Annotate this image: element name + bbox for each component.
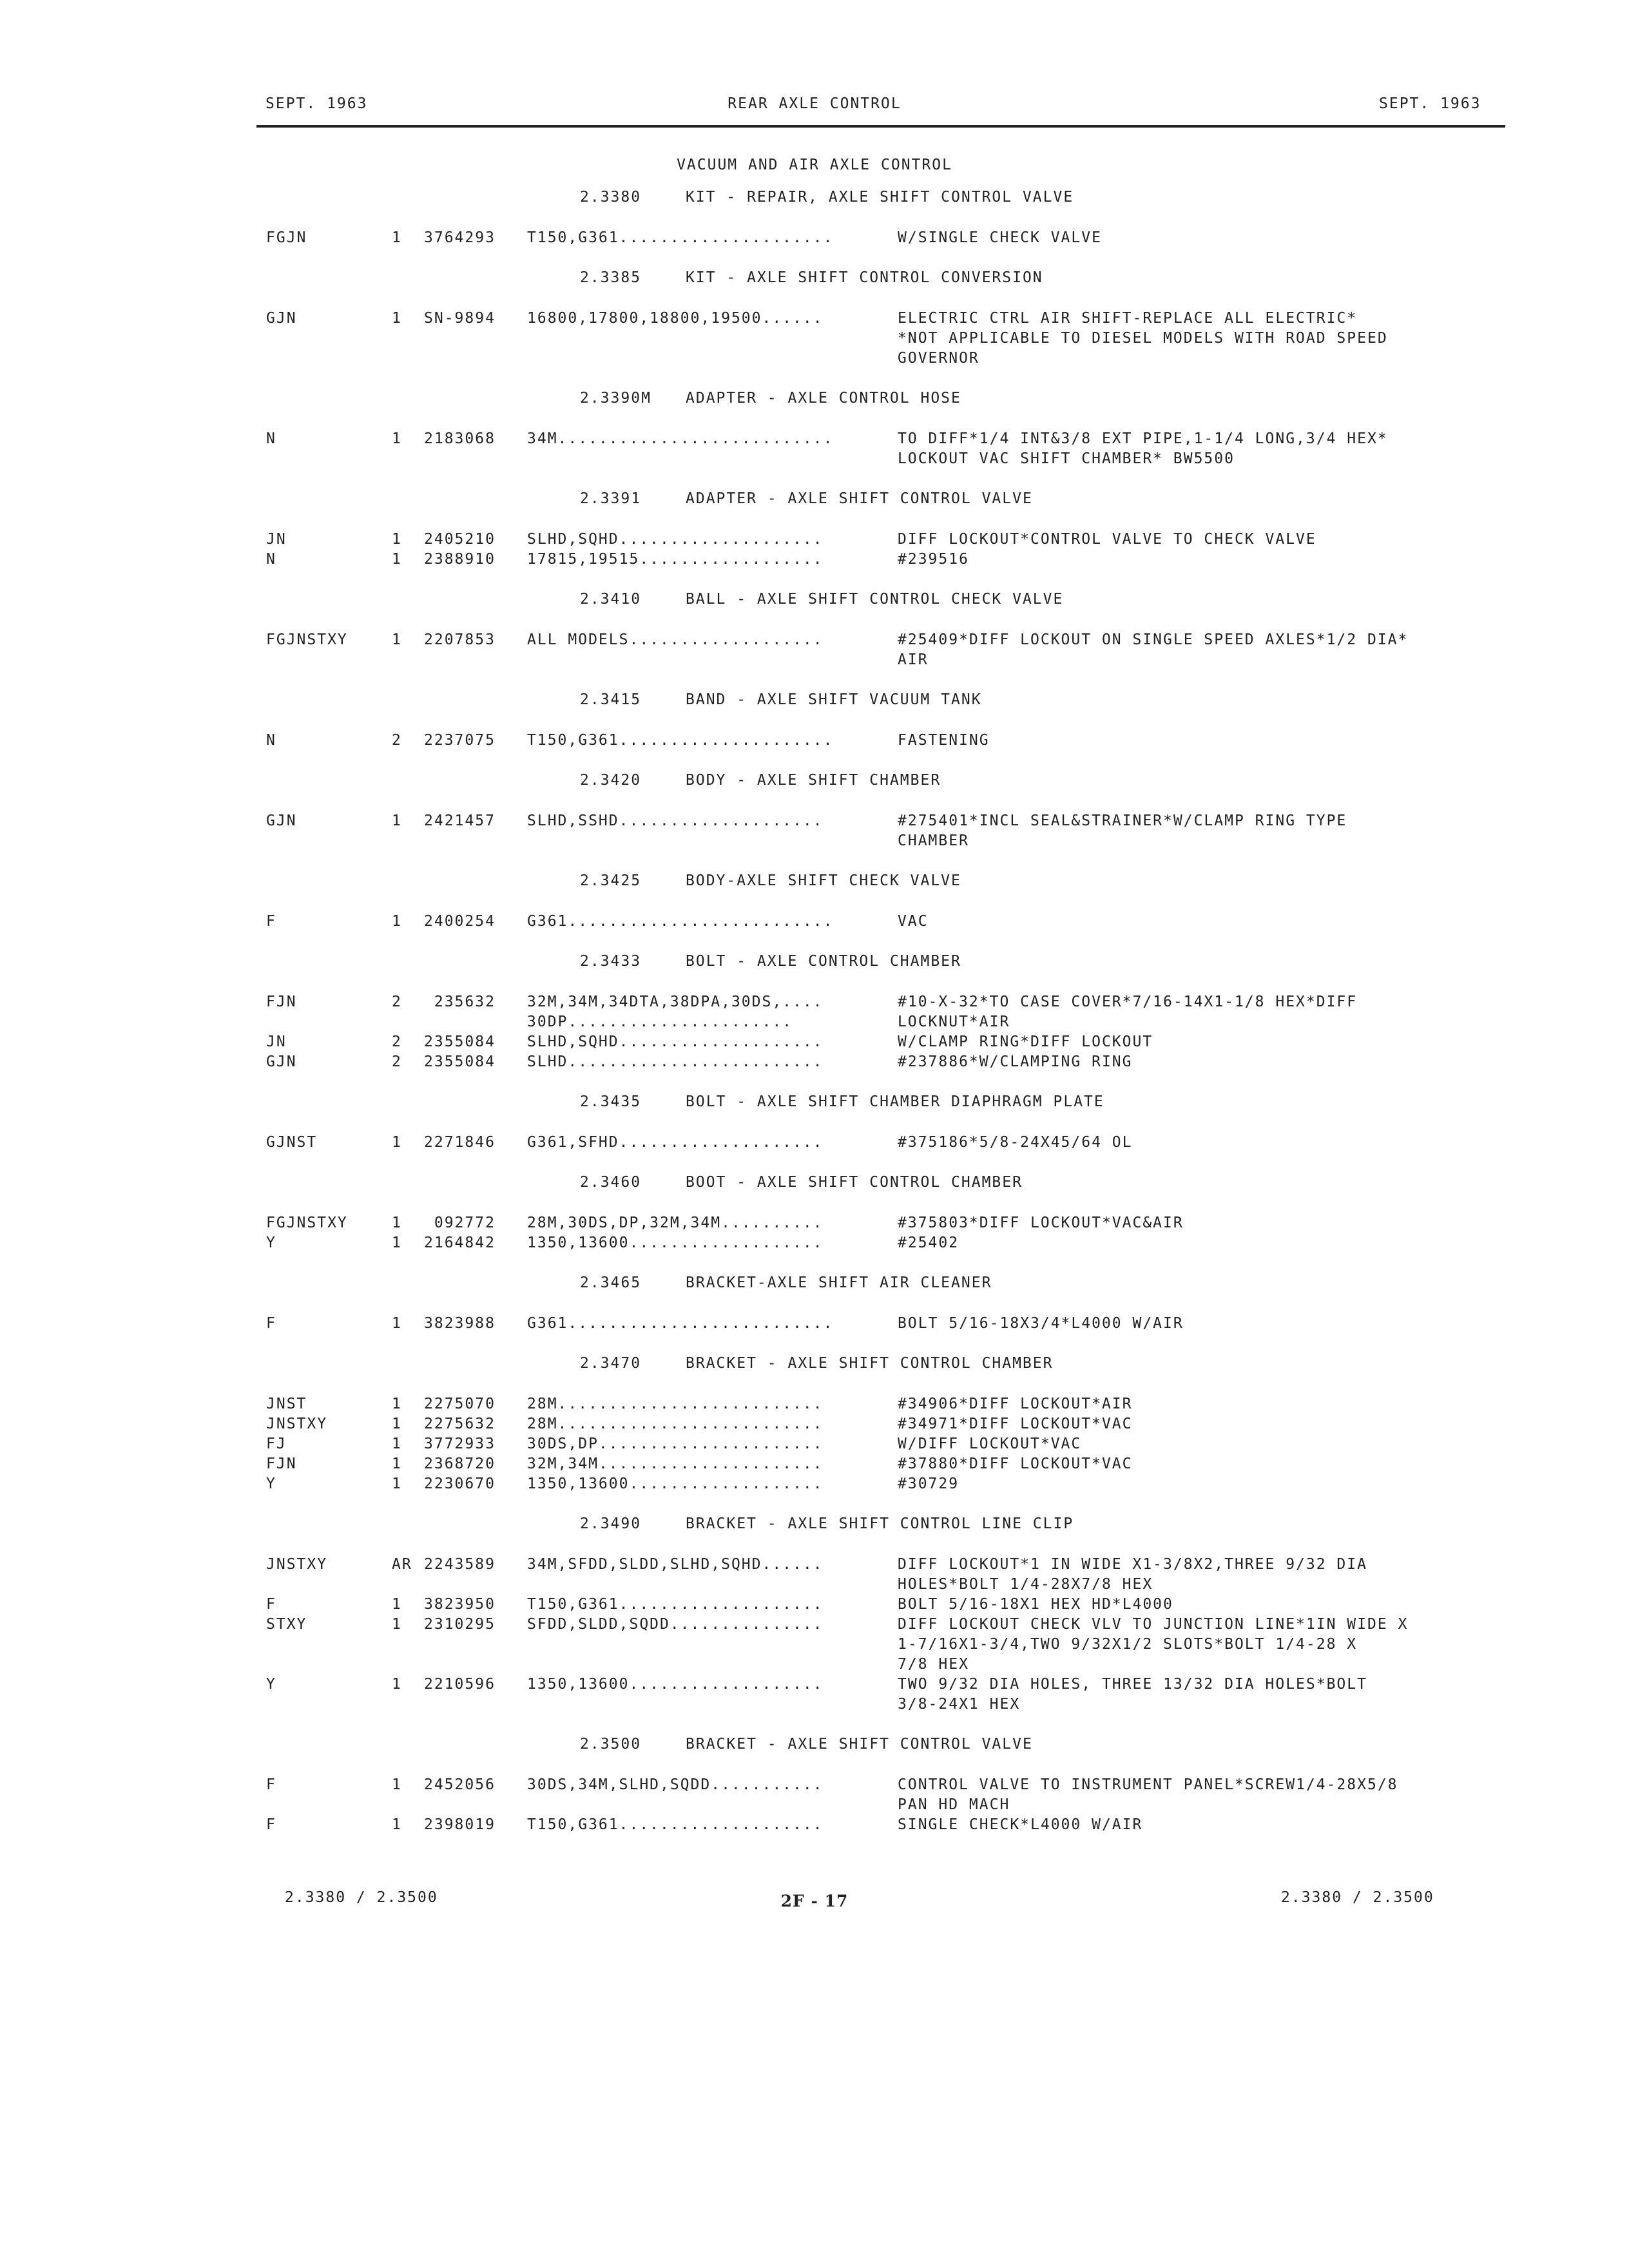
group-number: 2.3385 — [580, 269, 642, 286]
group-heading — [0, 689, 1629, 710]
part-group — [0, 187, 1629, 248]
part-number: 2355084 — [424, 1053, 496, 1070]
group-title: BOLT - AXLE CONTROL CHAMBER — [686, 953, 961, 970]
model-code: Y — [266, 1475, 276, 1492]
model-code: F — [266, 913, 276, 930]
application: 30DS,DP...................... — [527, 1436, 824, 1452]
model-code: N — [266, 732, 276, 749]
part-number: 2421457 — [424, 812, 496, 829]
parts-list — [0, 187, 1629, 1854]
part-number: 2400254 — [424, 913, 496, 930]
application: 17815,19515.................. — [527, 551, 824, 568]
group-number: 2.3500 — [580, 1736, 642, 1753]
quantity: 2 — [392, 994, 402, 1010]
quantity: 1 — [392, 631, 402, 648]
description: W/SINGLE CHECK VALVE — [898, 229, 1102, 246]
model-code: JNSTXY — [266, 1556, 328, 1573]
description: #239516 — [898, 551, 969, 568]
part-group — [0, 1734, 1629, 1835]
part-group — [0, 267, 1629, 369]
model-code: FGJNSTXY — [266, 1215, 348, 1231]
application: T150,G361.................... — [527, 1816, 824, 1833]
group-number: 2.3380 — [580, 189, 642, 206]
part-row — [0, 1434, 1629, 1454]
part-row — [0, 228, 1629, 248]
part-group — [0, 1172, 1629, 1253]
part-number: 2183068 — [424, 430, 496, 447]
part-group — [0, 689, 1629, 751]
model-code: FJ — [266, 1436, 287, 1452]
part-number: 3823950 — [424, 1596, 496, 1613]
application: 1350,13600................... — [527, 1676, 824, 1693]
part-row — [0, 1032, 1629, 1052]
part-number: 2210596 — [424, 1676, 496, 1693]
group-heading — [0, 1273, 1629, 1293]
model-code: FJN — [266, 1456, 297, 1472]
quantity: 1 — [392, 1475, 402, 1492]
part-row — [0, 1555, 1629, 1595]
group-title: KIT - AXLE SHIFT CONTROL CONVERSION — [686, 269, 1043, 286]
part-row — [0, 1213, 1629, 1233]
part-row — [0, 550, 1629, 570]
part-row — [0, 1815, 1629, 1835]
part-number: 2452056 — [424, 1776, 496, 1793]
description: #275401*INCL SEAL&STRAINER*W/CLAMP RING TYPE CHAMBER — [898, 812, 1347, 849]
application: SFDD,SLDD,SQDD............... — [527, 1616, 824, 1633]
quantity: 1 — [392, 1816, 402, 1833]
group-number: 2.3460 — [580, 1174, 642, 1191]
part-row — [0, 309, 1629, 369]
model-code: F — [266, 1596, 276, 1613]
description: TO DIFF*1/4 INT&3/8 EXT PIPE,1-1/4 LONG,3/4 HEX* LOCKOUT VAC SHIFT CHAMBER* BW5500 — [898, 430, 1388, 467]
application: SLHD......................... — [527, 1053, 824, 1070]
part-row — [0, 530, 1629, 550]
group-title: BOLT - AXLE SHIFT CHAMBER DIAPHRAGM PLATE — [686, 1093, 1104, 1110]
group-number: 2.3420 — [580, 772, 642, 789]
part-row — [0, 1675, 1629, 1715]
quantity: 1 — [392, 1676, 402, 1693]
model-code: F — [266, 1776, 276, 1793]
quantity: 2 — [392, 732, 402, 749]
part-number: 2275632 — [424, 1416, 496, 1432]
part-group — [0, 770, 1629, 851]
application: 32M,34M...................... — [527, 1456, 824, 1472]
quantity: 1 — [392, 1616, 402, 1633]
part-group — [0, 951, 1629, 1072]
description: TWO 9/32 DIA HOLES, THREE 13/32 DIA HOLES*BOLT 3/8-24X1 HEX — [898, 1676, 1367, 1713]
quantity: 1 — [392, 913, 402, 930]
part-number: 092772 — [424, 1215, 496, 1231]
part-group — [0, 870, 1629, 932]
model-code: F — [266, 1816, 276, 1833]
quantity: 2 — [392, 1053, 402, 1070]
application: G361,SFHD.................... — [527, 1134, 824, 1151]
group-heading — [0, 488, 1629, 509]
quantity: 1 — [392, 1416, 402, 1432]
part-row — [0, 1615, 1629, 1675]
part-row — [0, 1394, 1629, 1414]
quantity: 1 — [392, 1776, 402, 1793]
application: 1350,13600................... — [527, 1475, 824, 1492]
application: 34M,SFDD,SLDD,SLHD,SQHD...... — [527, 1556, 824, 1573]
description: DIFF LOCKOUT*CONTROL VALVE TO CHECK VALVE — [898, 531, 1316, 548]
part-group — [0, 488, 1629, 570]
part-row — [0, 1595, 1629, 1615]
application: G361.......................... — [527, 913, 834, 930]
part-row — [0, 992, 1629, 1032]
model-code: FGJNSTXY — [266, 631, 348, 648]
group-title: BRACKET-AXLE SHIFT AIR CLEANER — [686, 1274, 992, 1291]
model-code: N — [266, 430, 276, 447]
part-number: 235632 — [424, 994, 496, 1010]
group-heading — [0, 187, 1629, 207]
description: #375803*DIFF LOCKOUT*VAC&AIR — [898, 1215, 1184, 1231]
description: FASTENING — [898, 732, 990, 749]
part-group — [0, 1514, 1629, 1715]
group-title: BODY-AXLE SHIFT CHECK VALVE — [686, 872, 961, 889]
part-number: 2275070 — [424, 1396, 496, 1412]
model-code: JNSTXY — [266, 1416, 328, 1432]
description: #237886*W/CLAMPING RING — [898, 1053, 1133, 1070]
group-number: 2.3490 — [580, 1515, 642, 1532]
group-number: 2.3465 — [580, 1274, 642, 1291]
part-number: 2398019 — [424, 1816, 496, 1833]
description: SINGLE CHECK*L4000 W/AIR — [898, 1816, 1143, 1833]
application: 34M........................... — [527, 430, 834, 447]
group-heading — [0, 1091, 1629, 1112]
part-number: 2388910 — [424, 551, 496, 568]
group-heading — [0, 951, 1629, 972]
group-number: 2.3433 — [580, 953, 642, 970]
description: BOLT 5/16-18X3/4*L4000 W/AIR — [898, 1315, 1184, 1332]
description: #37880*DIFF LOCKOUT*VAC — [898, 1456, 1133, 1472]
quantity: 1 — [392, 1235, 402, 1251]
part-number: 2310295 — [424, 1616, 496, 1633]
group-number: 2.3435 — [580, 1093, 642, 1110]
part-group — [0, 589, 1629, 670]
group-heading — [0, 1734, 1629, 1754]
group-title: BALL - AXLE SHIFT CONTROL CHECK VALVE — [686, 591, 1064, 608]
description: #10-X-32*TO CASE COVER*7/16-14X1-1/8 HEX*DIFF LOCKNUT*AIR — [898, 994, 1358, 1030]
group-title: BAND - AXLE SHIFT VACUUM TANK — [686, 691, 982, 708]
part-row — [0, 811, 1629, 851]
description: BOLT 5/16-18X1 HEX HD*L4000 — [898, 1596, 1173, 1613]
group-number: 2.3470 — [580, 1355, 642, 1372]
quantity: 1 — [392, 1396, 402, 1412]
description: #34906*DIFF LOCKOUT*AIR — [898, 1396, 1133, 1412]
quantity: 2 — [392, 1033, 402, 1050]
description: DIFF LOCKOUT CHECK VLV TO JUNCTION LINE*1IN WIDE X 1-7/16X1-3/4,TWO 9/32X1/2 SLOTS*BOLT 1/4-28 X 7/8 HEX — [898, 1616, 1409, 1673]
group-heading — [0, 870, 1629, 891]
model-code: GJN — [266, 1053, 297, 1070]
group-heading — [0, 388, 1629, 408]
group-title: ADAPTER - AXLE CONTROL HOSE — [686, 390, 961, 407]
part-row — [0, 1775, 1629, 1815]
quantity: 1 — [392, 1436, 402, 1452]
group-heading — [0, 589, 1629, 610]
part-row — [0, 429, 1629, 469]
group-title: BRACKET - AXLE SHIFT CONTROL VALVE — [686, 1736, 1033, 1753]
model-code: JNST — [266, 1396, 307, 1412]
part-number: 2243589 — [424, 1556, 496, 1573]
quantity: 1 — [392, 1456, 402, 1472]
part-number: 2237075 — [424, 732, 496, 749]
quantity: 1 — [392, 812, 402, 829]
application: 16800,17800,18800,19500...... — [527, 310, 824, 327]
part-row — [0, 1052, 1629, 1072]
quantity: 1 — [392, 1596, 402, 1613]
part-number: 2164842 — [424, 1235, 496, 1251]
description: W/DIFF LOCKOUT*VAC — [898, 1436, 1082, 1452]
part-row — [0, 1454, 1629, 1474]
part-row — [0, 1233, 1629, 1253]
group-heading — [0, 1172, 1629, 1193]
model-code: GJNST — [266, 1134, 318, 1151]
quantity: AR — [392, 1556, 412, 1573]
application: T150,G361.................... — [527, 1596, 824, 1613]
application: SLHD,SQHD.................... — [527, 531, 824, 548]
model-code: JN — [266, 531, 287, 548]
quantity: 1 — [392, 531, 402, 548]
header-date-left: SEPT. 1963 — [265, 95, 368, 112]
quantity: 1 — [392, 310, 402, 327]
quantity: 1 — [392, 1315, 402, 1332]
part-group — [0, 1353, 1629, 1494]
description: CONTROL VALVE TO INSTRUMENT PANEL*SCREW1/4-28X5/8 PAN HD MACH — [898, 1776, 1398, 1813]
group-heading — [0, 267, 1629, 288]
application: T150,G361..................... — [527, 229, 834, 246]
group-number: 2.3390M — [580, 390, 651, 407]
description: #375186*5/8-24X45/64 OL — [898, 1134, 1133, 1151]
description: VAC — [898, 913, 929, 930]
part-number: 3764293 — [424, 229, 496, 246]
group-number: 2.3410 — [580, 591, 642, 608]
part-row — [0, 731, 1629, 751]
application: SLHD,SQHD.................... — [527, 1033, 824, 1050]
part-number: 2230670 — [424, 1475, 496, 1492]
application: 28M,30DS,DP,32M,34M.......... — [527, 1215, 824, 1231]
model-code: Y — [266, 1676, 276, 1693]
description: #30729 — [898, 1475, 959, 1492]
group-heading — [0, 1514, 1629, 1534]
header-date-right: SEPT. 1963 — [1379, 95, 1481, 112]
part-number: SN-9894 — [424, 310, 496, 327]
application: G361.......................... — [527, 1315, 834, 1332]
application: 30DS,34M,SLHD,SQDD........... — [527, 1776, 824, 1793]
application: 28M.......................... — [527, 1396, 824, 1412]
part-group — [0, 388, 1629, 469]
model-code: GJN — [266, 812, 297, 829]
description: #34971*DIFF LOCKOUT*VAC — [898, 1416, 1133, 1432]
quantity: 1 — [392, 1134, 402, 1151]
group-title: ADAPTER - AXLE SHIFT CONTROL VALVE — [686, 490, 1033, 507]
part-number: 2368720 — [424, 1456, 496, 1472]
part-number: 2405210 — [424, 531, 496, 548]
application: 1350,13600................... — [527, 1235, 824, 1251]
model-code: STXY — [266, 1616, 307, 1633]
application: 32M,34M,34DTA,38DPA,30DS,.... 30DP...................... — [527, 994, 824, 1030]
model-code: N — [266, 551, 276, 568]
part-row — [0, 1414, 1629, 1434]
quantity: 1 — [392, 229, 402, 246]
footer-range-right: 2.3380 / 2.3500 — [1281, 1889, 1434, 1906]
part-row — [0, 630, 1629, 670]
part-row — [0, 1133, 1629, 1153]
quantity: 1 — [392, 430, 402, 447]
group-heading — [0, 770, 1629, 791]
model-code: F — [266, 1315, 276, 1332]
description: #25409*DIFF LOCKOUT ON SINGLE SPEED AXLES*1/2 DIA* AIR — [898, 631, 1409, 668]
part-number: 2207853 — [424, 631, 496, 648]
part-row — [0, 1474, 1629, 1494]
group-title: BODY - AXLE SHIFT CHAMBER — [686, 772, 941, 789]
part-number: 3823988 — [424, 1315, 496, 1332]
part-number: 3772933 — [424, 1436, 496, 1452]
group-number: 2.3415 — [580, 691, 642, 708]
application: ALL MODELS................... — [527, 631, 824, 648]
group-number: 2.3391 — [580, 490, 642, 507]
part-number: 2355084 — [424, 1033, 496, 1050]
application: SLHD,SSHD.................... — [527, 812, 824, 829]
page-number: 2F - 17 — [780, 1892, 849, 1910]
model-code: JN — [266, 1033, 287, 1050]
part-row — [0, 912, 1629, 932]
application: 28M.......................... — [527, 1416, 824, 1432]
group-heading — [0, 1353, 1629, 1374]
group-title: BRACKET - AXLE SHIFT CONTROL CHAMBER — [686, 1355, 1054, 1372]
application: T150,G361..................... — [527, 732, 834, 749]
part-group — [0, 1091, 1629, 1153]
group-number: 2.3425 — [580, 872, 642, 889]
description: W/CLAMP RING*DIFF LOCKOUT — [898, 1033, 1153, 1050]
part-row — [0, 1314, 1629, 1334]
header-rule — [256, 125, 1505, 128]
model-code: Y — [266, 1235, 276, 1251]
description: DIFF LOCKOUT*1 IN WIDE X1-3/8X2,THREE 9/32 DIA HOLES*BOLT 1/4-28X7/8 HEX — [898, 1556, 1367, 1593]
quantity: 1 — [392, 1215, 402, 1231]
header-title: REAR AXLE CONTROL — [728, 95, 901, 112]
description: #25402 — [898, 1235, 959, 1251]
model-code: FGJN — [266, 229, 307, 246]
part-number: 2271846 — [424, 1134, 496, 1151]
group-title: BRACKET - AXLE SHIFT CONTROL LINE CLIP — [686, 1515, 1074, 1532]
description: ELECTRIC CTRL AIR SHIFT-REPLACE ALL ELECTRIC* *NOT APPLICABLE TO DIESEL MODELS WITH ROAD SPEED GOVERNOR — [898, 310, 1388, 367]
footer-range-left: 2.3380 / 2.3500 — [285, 1889, 438, 1906]
section-title: VACUUM AND AIR AXLE CONTROL — [677, 157, 952, 173]
group-title: BOOT - AXLE SHIFT CONTROL CHAMBER — [686, 1174, 1023, 1191]
part-group — [0, 1273, 1629, 1334]
model-code: FJN — [266, 994, 297, 1010]
quantity: 1 — [392, 551, 402, 568]
group-title: KIT - REPAIR, AXLE SHIFT CONTROL VALVE — [686, 189, 1074, 206]
model-code: GJN — [266, 310, 297, 327]
